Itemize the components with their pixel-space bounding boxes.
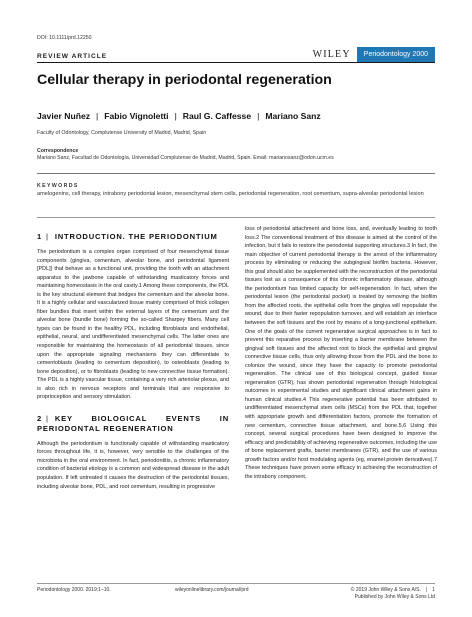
copyright-text: © 2019 John Wiley & Sons A/S. [350,587,421,593]
footer-copyright [351,587,435,602]
body-paragraph: The periodontium is a complex organ comprised of four mesenchymal tissue components (gingiva, cementum, alveolar bone, and periodontal ligament [PDL]) that behave as a functional unit, providing the tooth with an attachment apparatus to the jawbone capable of withstanding masticatory forces and maintaining homeostasis in the oral cavity.1 Among these components, the PDL is the key structural element that bridges the cementum and the alveolar bone. It is a highly cellular and vascularized tissue mainly comprised of thick collagen fiber bundles that insert within the external layers of the cementum and the alveolar bone (bundle bone) forming the so-called Sharpey fibers. Many cell types can be found in the healthy PDL, including fibroblasts and endothelial, epithelial, neural, and undifferentiated mesenchymal cells. The latter ones are responsible for maintaining the homeostasis of all periodontal tissues, since upon the appropriate signaling mechanisms they can differentiate to cementoblasts (leading to cementum deposition), to osteoblasts (leading to bone deposition), or to fibroblasts (leading to new connective tissue formation). The PDL is a highly vascular tissue, containing a very rich arteriolar plexus, and is also rich in nervous receptors and terminals that are responsive to proprioception and sensory stimulation. [37,249,229,401]
section-number: 1 [37,232,43,241]
author-separator: | [96,111,99,121]
article-type: REVIEW ARTICLE [37,53,108,60]
section-number: 2 [37,413,43,423]
section-heading-1 [37,232,229,242]
author-separator: | [174,111,177,121]
right-column [245,225,437,481]
metadata-divider [37,173,435,174]
author-separator: | [257,111,260,121]
section-separator: | [46,413,49,423]
footer-journal-link[interactable]: wileyonlinelibrary.com/journal/prd [175,587,249,593]
keywords-list: amelogenins, cell therapy, intrabony periodontal lesion, mesenchymal stem cells, periodontal regeneration, root cementum, supra-alveolar periodontal lesion [37,191,424,197]
section-heading-2 [37,414,229,434]
author-name: Raul G. Caffesse [182,111,252,121]
correspondence-text: Mariano Sanz, Facultad de Odontología, Universidad Complutense de Madrid, Madrid, Spain. Email: marianosanz@odon.ucm.es [37,155,334,161]
footer-divider [37,583,435,584]
body-paragraph: loss of periodontal attachment and bone loss, and, eventually leading to tooth loss.2 The conventional treatment of this disease is aimed at the control of the infection, but it fails to restore the periodontal supporting structures.3 In fact, the main objective of current periodontal therapy is the arrest of the inflammatory process by eliminating or reducing the subgingival biofilm bacteria. However, this goal should also be supplemented with the reconstruction of the periodontal tissues lost as a consequence of this chronic inflammatory disease, although the periodontium has limited capacity for self-regeneration. In fact, when the periodontal lesion (the periodontal pocket) is treated by removing the biofilm from the affected roots, the epithelial cells from the gingiva will repopulate the wound, due to their faster repopulation turnover, and will establish an interface between the soft tissues and the root by means of a long-junctional epithelium. One of the goals of the current regenerative surgical approaches is in fact to prevent this reparative process by inserting a barrier membrane between the gingival soft tissues and the affected root to block the epithelial and gingival connective tissue cells, thus only allowing those from the PDL and the bone to colonize the wound, since they have the capacity to promote periodontal regeneration. The clinical use of this biological concept, guided tissue regeneration (GTR), has shown periodontal regeneration through histological outcomes in experimental studies and significant clinical attachment gains in human clinical studies.4 This regenerative potential has been attributed to undifferentiated mesenchymal stem cells (MSCs) from the PDL that, together with appropriate growth and differentiation factors, promote the formation of new cementum, connective tissue attachment, and bone.5,6 Using this concept, several surgical procedures have been designed to improve the efficacy and predictability of achieving regenerative outcomes, including the use of bone replacement grafts, barrier membranes (GTR), and the use of various growth factors and/or host modulating agents (eg, enamel protein derivatives).7 These techniques have proven some efficacy in achieving the reconstruction of the intrabony component, [245,226,437,480]
published-by: Published by John Wiley & Sons Ltd [354,594,435,601]
keywords-divider [37,217,435,218]
keywords-heading: KEYWORDS [37,183,79,189]
journal-name-badge: Periodontology 2000 [357,47,435,62]
section-separator: | [46,232,49,241]
affiliation: Faculty of Odontology, Complutense University of Madrid, Madrid, Spain [37,130,207,136]
left-column [37,232,229,491]
section-title: INTRODUCTION. THE PERIODONTIUM [54,232,218,241]
author-name: Fabio Vignoletti [104,111,169,121]
article-title: Cellular therapy in periodontal regeneration [37,72,332,88]
author-name: Javier Nuñez [37,111,91,121]
footer-citation: Periodontology 2000. 2019;1–10. [37,587,111,593]
page-number: 1 [432,587,435,593]
page-separator: | [425,587,428,593]
header-divider [37,62,435,63]
correspondence-heading: Correspondence [37,148,79,154]
section-title: KEY BIOLOGICAL EVENTS IN PERIODONTAL REGENERATION [37,413,229,433]
body-paragraph: Although the periodontium is functionally capable of withstanding masticatory forces throughout life, it is, however, very sensible to the challenges of the microbiota in the oral environment. In fact, periodontitis, a chronic inflammatory condition of bacterial etiology is a common and widespread disease in the adult population. If left untreated it causes the destruction of the periodontal tissues, including alveolar bone, PDL, and root cementum, resulting in progressive [37,440,229,490]
author-name: Mariano Sanz [265,111,321,121]
publisher-branding [313,47,435,62]
doi[interactable]: DOI: 10.1111/prd.12250 [37,35,92,41]
publisher-logo: WILEY [312,49,351,60]
author-list [37,111,321,121]
